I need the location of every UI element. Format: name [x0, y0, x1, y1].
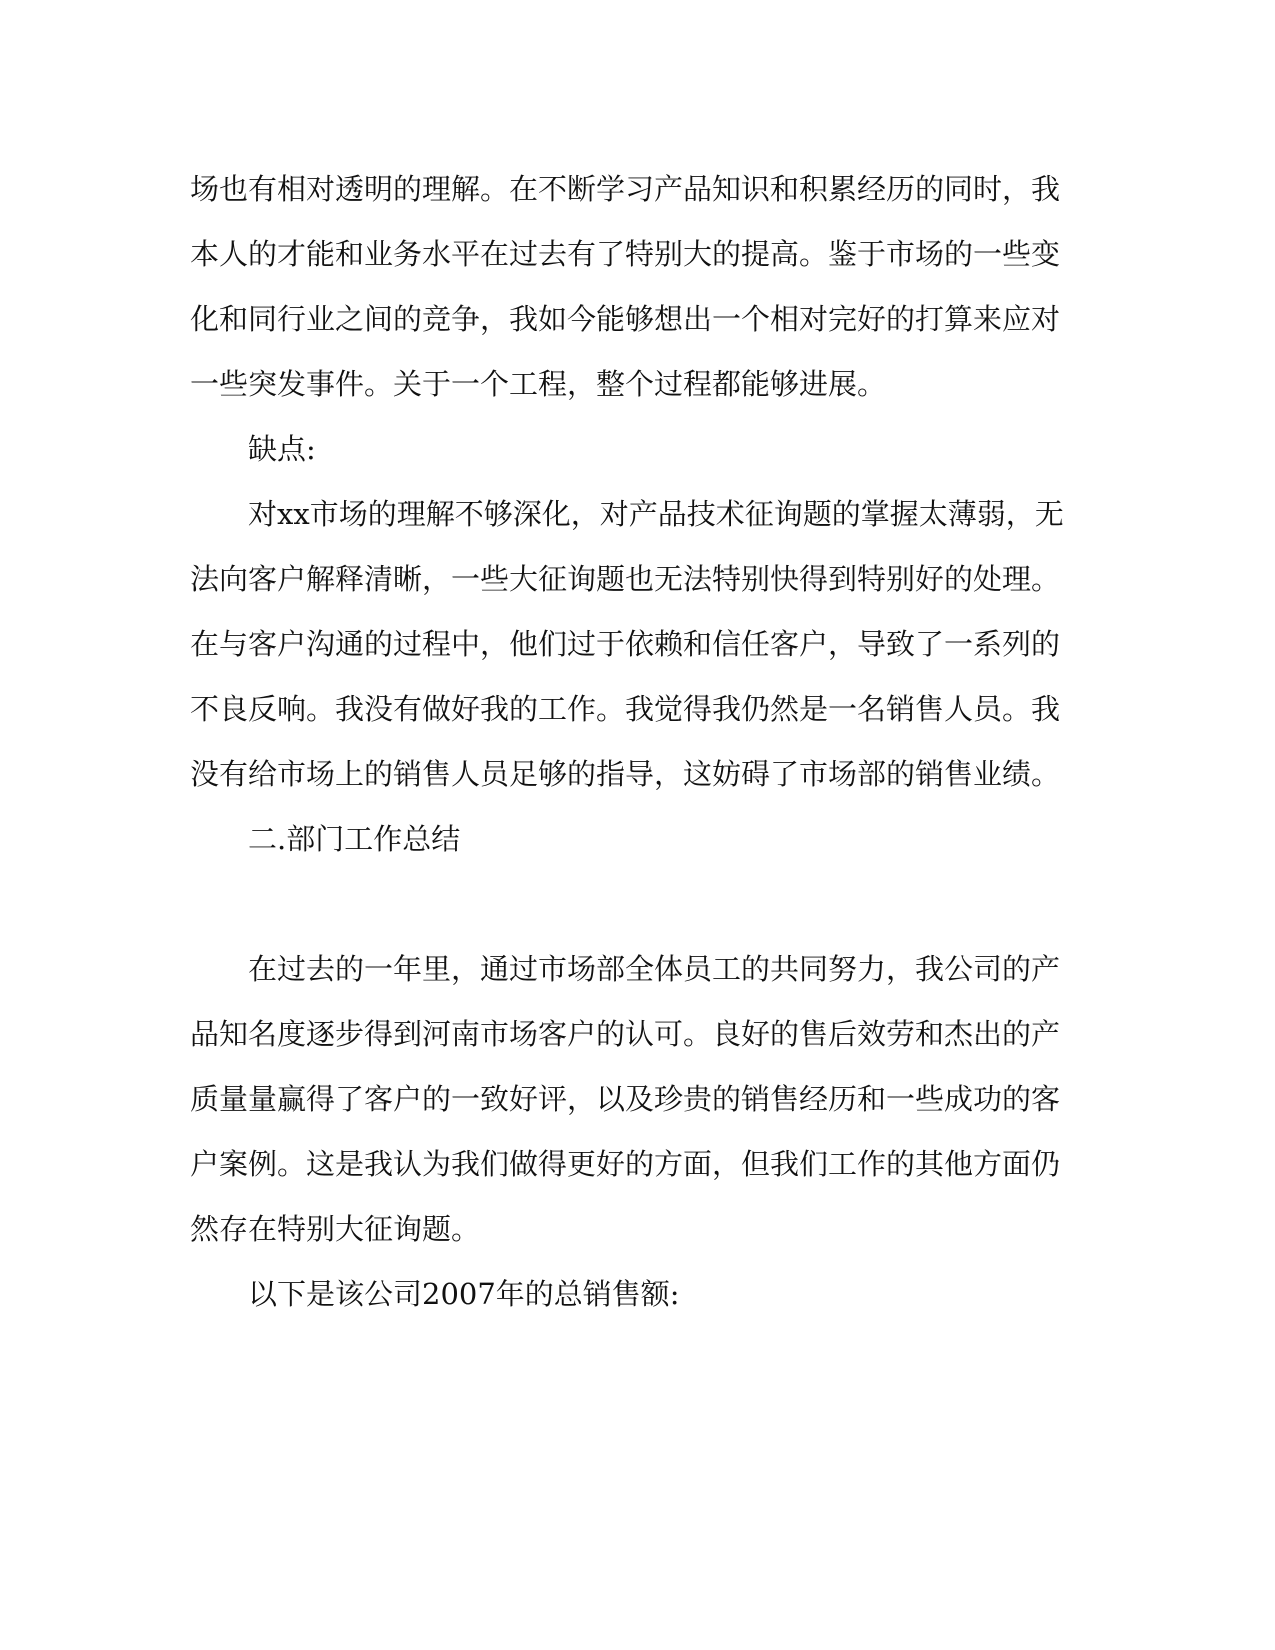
shortcomings-label: 缺点: — [248, 432, 316, 466]
text-line: 品知名度逐步得到河南市场客户的认可。良好的售后效劳和杰出的产 — [190, 1017, 1061, 1051]
text-line: 在与客户沟通的过程中，他们过于依赖和信任客户，导致了一系列的 — [190, 627, 1061, 661]
text-line: 然存在特别大征询题。 — [190, 1212, 481, 1246]
text-line: 本人的才能和业务水平在过去有了特别大的提高。鉴于市场的一些变 — [190, 237, 1061, 271]
spacer — [190, 872, 1070, 937]
text-line: 不良反响。我没有做好我的工作。我觉得我仍然是一名销售人员。我 — [190, 692, 1061, 726]
text-line: 法向客户解释清晰，一些大征询题也无法特别快得到特别好的处理。 — [190, 562, 1061, 596]
text-line: 质量量赢得了客户的一致好评，以及珍贵的销售经历和一些成功的客 — [190, 1082, 1061, 1116]
document-body — [190, 157, 1070, 1327]
text-line: 场也有相对透明的理解。在不断学习产品知识和积累经历的同时，我 — [190, 172, 1061, 206]
paragraph-shortcomings — [190, 482, 1070, 807]
paragraph-strengths-continued — [190, 157, 1070, 417]
text-line: 在过去的一年里，通过市场部全体员工的共同努力，我公司的产 — [248, 952, 1061, 986]
text-line: 没有给市场上的销售人员足够的指导，这妨碍了市场部的销售业绩。 — [190, 757, 1061, 791]
text-line: 户案例。这是我认为我们做得更好的方面，但我们工作的其他方面仍 — [190, 1147, 1061, 1181]
text-line: 对xx市场的理解不够深化，对产品技术征询题的掌握太薄弱，无 — [248, 497, 1064, 531]
sales-intro: 以下是该公司2007年的总销售额: — [248, 1277, 680, 1311]
text-line: 化和同行业之间的竞争，我如今能够想出一个相对完好的打算来应对 — [190, 302, 1061, 336]
paragraph-department-summary — [190, 937, 1070, 1262]
text-line: 一些突发事件。关于一个工程，整个过程都能够进展。 — [190, 367, 887, 401]
section-heading: 二.部门工作总结 — [248, 822, 461, 856]
